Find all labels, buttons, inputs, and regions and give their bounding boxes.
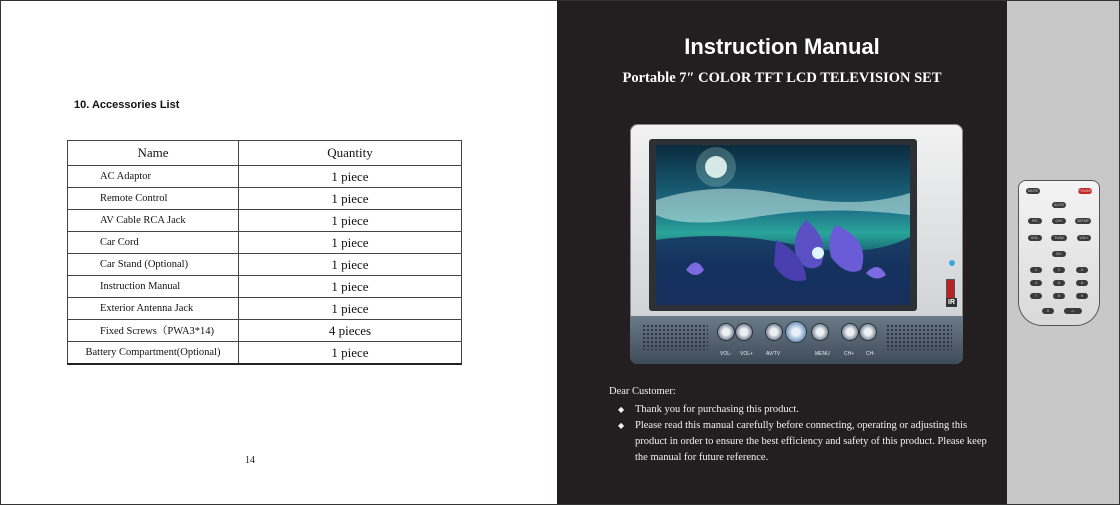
ch-down-knob — [860, 324, 876, 340]
list-item — [609, 402, 989, 418]
item-name: Exterior Antenna Jack — [68, 298, 239, 320]
panel-label: VOL+ — [740, 351, 753, 357]
item-quantity: 1 piece — [239, 342, 462, 365]
item-quantity: 1 piece — [239, 232, 462, 254]
remote-key: 7 — [1030, 293, 1042, 299]
header-quantity: Quantity — [239, 141, 462, 166]
cover-page — [557, 1, 1007, 504]
remote-key: 9 — [1076, 293, 1088, 299]
letter-greeting: Dear Customer: — [609, 386, 676, 397]
remote-key: CH+ — [1052, 218, 1066, 224]
item-quantity: 1 piece — [239, 188, 462, 210]
panel-label: MENU — [815, 351, 830, 357]
cover-subtitle: Portable 7″ COLOR TFT LCD TELEVISION SET — [622, 70, 942, 86]
item-quantity: 1 piece — [239, 298, 462, 320]
remote-key: VOL- — [1028, 235, 1042, 241]
diamond-bullet-icon: ◆ — [618, 421, 625, 430]
item-name: Car Stand (Optional) — [68, 254, 239, 276]
remote-key: 0 — [1042, 308, 1054, 314]
tv-screen-image — [656, 145, 910, 305]
panel-label: CH+ — [844, 351, 855, 357]
remote-key: 8 — [1053, 293, 1065, 299]
table-row — [68, 254, 462, 276]
remote-key: 2 — [1053, 267, 1065, 273]
panel-label: VOL- — [720, 351, 732, 357]
header-name: Name — [68, 141, 239, 166]
menu-knob — [812, 324, 828, 340]
remote-key: POWER — [1078, 189, 1092, 193]
item-quantity: 1 piece — [239, 166, 462, 188]
bullet-text: Thank you for purchasing this product. — [635, 404, 799, 415]
table-row — [68, 342, 462, 365]
item-name: Battery Compartment(Optional) — [68, 342, 239, 365]
remote-key: VOL+ — [1077, 235, 1091, 241]
item-quantity: 1 piece — [239, 254, 462, 276]
item-quantity: 1 piece — [239, 210, 462, 232]
item-name: Remote Control — [68, 188, 239, 210]
accessories-table — [67, 140, 462, 365]
tv-control-panel — [630, 316, 963, 364]
speaker-grille-left — [642, 324, 708, 350]
speaker-grille-right — [886, 324, 952, 350]
tv-illustration — [630, 124, 963, 364]
remote-control-illustration — [1018, 180, 1100, 326]
panel-label: AV/TV — [766, 351, 781, 357]
item-quantity: 4 pieces — [239, 320, 462, 342]
remote-key: P/C — [1028, 218, 1042, 224]
ir-label: IR — [948, 299, 955, 306]
side-indicator — [946, 279, 955, 299]
customer-letter — [609, 386, 989, 466]
remote-key: 6 — [1076, 280, 1088, 286]
remote-key: AUTO — [1052, 202, 1066, 208]
tv-bezel — [649, 139, 917, 311]
vol-down-knob — [718, 324, 734, 340]
accessories-page — [1, 1, 557, 504]
diamond-bullet-icon: ◆ — [618, 405, 625, 414]
table-row — [68, 166, 462, 188]
remote-key: 4 — [1030, 280, 1042, 286]
cover-title: Instruction Manual — [684, 34, 880, 59]
page-number: 14 — [245, 455, 255, 466]
remote-key: CH- — [1052, 251, 1066, 257]
item-name: AV Cable RCA Jack — [68, 210, 239, 232]
remote-key: -/-- — [1064, 308, 1082, 314]
power-knob — [786, 322, 806, 342]
item-quantity: 1 piece — [239, 276, 462, 298]
list-item — [609, 418, 989, 466]
letter-bullets — [609, 402, 989, 466]
remote-key: 1 — [1030, 267, 1042, 273]
remote-key: SETUP — [1075, 218, 1091, 224]
table-row — [68, 276, 462, 298]
table-row — [68, 232, 462, 254]
item-name: Fixed Screws（PWA3*14) — [68, 320, 239, 342]
item-name: AC Adaptor — [68, 166, 239, 188]
item-name: Car Cord — [68, 232, 239, 254]
av-tv-knob — [766, 324, 782, 340]
table-header-row — [68, 141, 462, 166]
item-name: Instruction Manual — [68, 276, 239, 298]
night-flower-scene — [656, 145, 910, 305]
ch-up-knob — [842, 324, 858, 340]
remote-key: MUTE — [1026, 188, 1040, 194]
remote-key: TV/AV — [1051, 235, 1067, 241]
panel-label: CH- — [866, 351, 875, 357]
power-led — [949, 260, 955, 266]
table-row — [68, 298, 462, 320]
remote-key: 5 — [1053, 280, 1065, 286]
table-row — [68, 188, 462, 210]
table-row — [68, 320, 462, 342]
table-row — [68, 210, 462, 232]
bullet-text: Please read this manual carefully before connecting, operating or adjusting this product in order to ensure the best efficiency and safety of this product. Please keep the manual for future reference. — [635, 420, 987, 463]
remote-key: 3 — [1076, 267, 1088, 273]
vol-up-knob — [736, 324, 752, 340]
section-title: 10. Accessories List — [74, 99, 180, 111]
